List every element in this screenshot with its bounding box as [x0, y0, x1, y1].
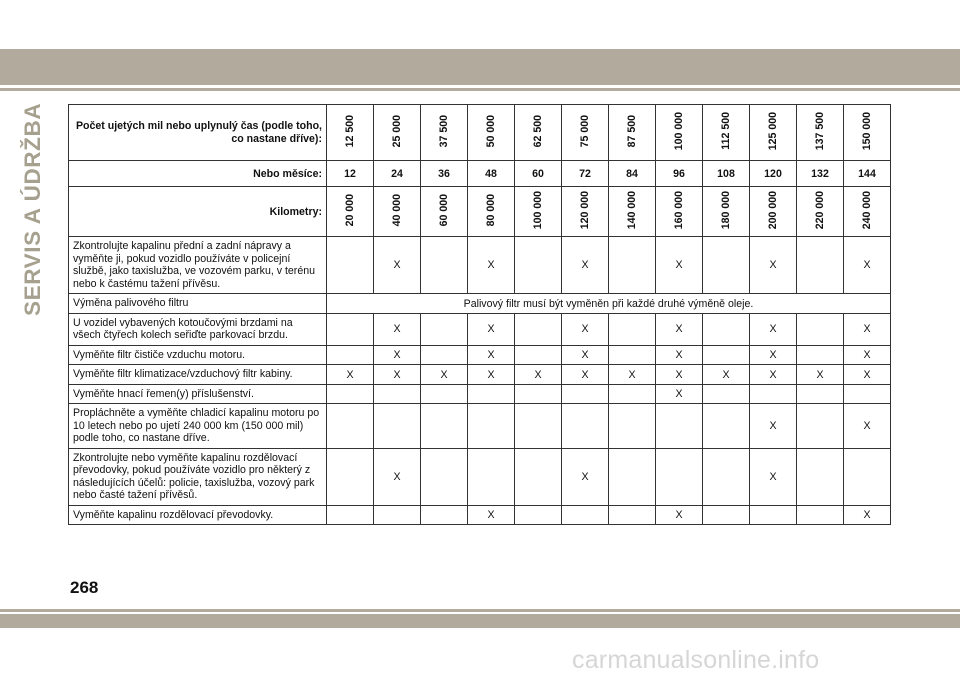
service-interval-mark	[515, 313, 562, 345]
service-interval-mark	[703, 505, 750, 525]
service-interval-mark	[468, 384, 515, 404]
service-interval-mark	[656, 404, 703, 449]
service-interval-mark	[703, 448, 750, 505]
service-interval-mark	[374, 384, 421, 404]
service-task-label: Vyměňte kapalinu rozdělovací převodovky.	[69, 505, 327, 525]
service-interval-mark: X	[468, 365, 515, 385]
service-interval-mark: X	[468, 345, 515, 365]
service-task-label: Vyměňte filtr klimatizace/vzduchový filtr kabiny.	[69, 365, 327, 385]
service-interval-mark	[750, 505, 797, 525]
km-header-cell	[327, 187, 374, 237]
service-interval-mark: X	[656, 365, 703, 385]
km-value: 120 000	[579, 191, 591, 230]
miles-header-cell	[797, 105, 844, 161]
service-interval-mark	[327, 345, 374, 365]
section-side-title: SERVIS A ÚDRŽBA	[20, 102, 45, 316]
service-interval-mark	[750, 384, 797, 404]
service-interval-mark	[327, 505, 374, 525]
service-interval-mark: X	[844, 313, 891, 345]
service-interval-mark	[421, 404, 468, 449]
km-value: 160 000	[673, 191, 685, 230]
miles-header-cell	[656, 105, 703, 161]
service-interval-mark: X	[844, 237, 891, 294]
service-interval-mark: X	[844, 505, 891, 525]
service-interval-mark: X	[562, 237, 609, 294]
miles-header-cell	[515, 105, 562, 161]
service-interval-mark	[609, 345, 656, 365]
service-interval-mark	[844, 448, 891, 505]
service-interval-mark	[609, 448, 656, 505]
service-interval-mark	[609, 384, 656, 404]
service-interval-mark: X	[703, 365, 750, 385]
miles-header-label: Počet ujetých mil nebo uplynulý čas (podle toho, co nastane dříve):	[69, 105, 327, 161]
service-interval-mark	[609, 404, 656, 449]
service-interval-mark: X	[374, 313, 421, 345]
service-interval-mark	[327, 404, 374, 449]
months-value: 96	[656, 161, 703, 187]
miles-value: 37 500	[438, 114, 450, 148]
km-header-label: Kilometry:	[69, 187, 327, 237]
service-row	[69, 404, 891, 449]
service-interval-mark: X	[844, 404, 891, 449]
service-interval-mark: X	[656, 384, 703, 404]
km-header-row	[69, 187, 891, 237]
service-row	[69, 365, 891, 385]
service-interval-mark	[468, 404, 515, 449]
service-interval-mark	[797, 404, 844, 449]
service-row	[69, 448, 891, 505]
service-interval-mark	[515, 448, 562, 505]
service-interval-mark	[797, 237, 844, 294]
miles-header-row	[69, 105, 891, 161]
service-interval-mark	[703, 384, 750, 404]
km-value: 180 000	[720, 191, 732, 230]
service-interval-mark: X	[468, 505, 515, 525]
service-interval-mark	[374, 505, 421, 525]
service-interval-mark	[515, 345, 562, 365]
months-value: 12	[327, 161, 374, 187]
service-row	[69, 294, 891, 314]
service-interval-mark	[515, 384, 562, 404]
km-header-cell	[656, 187, 703, 237]
service-interval-mark: X	[515, 365, 562, 385]
km-header-cell	[468, 187, 515, 237]
service-interval-mark	[421, 313, 468, 345]
service-task-label: Zkontrolujte kapalinu přední a zadní nápravy a vyměňte ji, pokud vozidlo používáte v policejní službě, jako taxislužba, ve vozovém parku, v terénu nebo k častému tažení přívěsu.	[69, 237, 327, 294]
months-value: 48	[468, 161, 515, 187]
km-value: 20 000	[344, 193, 356, 227]
page-number: 268	[70, 578, 99, 597]
km-header-cell	[750, 187, 797, 237]
service-interval-mark: X	[656, 345, 703, 365]
km-value: 140 000	[626, 191, 638, 230]
service-interval-mark	[421, 505, 468, 525]
service-interval-mark	[703, 313, 750, 345]
header-band	[0, 49, 960, 85]
km-header-cell	[844, 187, 891, 237]
service-interval-mark	[421, 237, 468, 294]
km-value: 220 000	[814, 191, 826, 230]
service-row	[69, 345, 891, 365]
service-interval-mark: X	[421, 365, 468, 385]
service-interval-mark: X	[656, 313, 703, 345]
service-interval-mark: X	[750, 313, 797, 345]
months-value: 60	[515, 161, 562, 187]
service-interval-mark: X	[327, 365, 374, 385]
service-interval-mark: X	[374, 345, 421, 365]
service-row	[69, 505, 891, 525]
service-interval-mark: X	[750, 237, 797, 294]
miles-value: 100 000	[673, 111, 685, 151]
service-interval-mark	[515, 404, 562, 449]
service-interval-mark: X	[562, 345, 609, 365]
miles-value: 150 000	[861, 111, 873, 151]
service-interval-mark	[421, 448, 468, 505]
miles-header-cell	[562, 105, 609, 161]
maintenance-schedule-table	[68, 104, 891, 525]
service-interval-mark: X	[609, 365, 656, 385]
service-interval-mark: X	[844, 345, 891, 365]
service-interval-mark: X	[374, 448, 421, 505]
service-interval-mark	[703, 404, 750, 449]
months-value: 132	[797, 161, 844, 187]
service-interval-mark	[609, 505, 656, 525]
service-interval-mark	[844, 384, 891, 404]
service-interval-mark: X	[468, 237, 515, 294]
service-interval-mark	[609, 313, 656, 345]
miles-header-cell	[844, 105, 891, 161]
service-interval-mark	[562, 505, 609, 525]
service-interval-mark	[515, 505, 562, 525]
km-header-cell	[515, 187, 562, 237]
service-interval-mark: X	[750, 404, 797, 449]
service-interval-mark	[797, 384, 844, 404]
months-header-row	[69, 161, 891, 187]
service-row	[69, 313, 891, 345]
service-interval-mark	[797, 448, 844, 505]
miles-value: 112 500	[720, 112, 732, 150]
service-task-label: U vozidel vybavených kotoučovými brzdami na všech čtyřech kolech seřiďte parkovací brzdu.	[69, 313, 327, 345]
service-interval-mark	[797, 313, 844, 345]
service-interval-mark	[562, 384, 609, 404]
service-interval-mark: X	[374, 365, 421, 385]
service-interval-mark	[468, 448, 515, 505]
service-task-label: Zkontrolujte nebo vyměňte kapalinu rozdělovací převodovky, pokud používáte vozidlo pro některý z následujících účelů: policie, taxislužba, vozový park nebo časté tažení přívěsů.	[69, 448, 327, 505]
miles-header-cell	[703, 105, 750, 161]
km-header-cell	[703, 187, 750, 237]
service-note: Palivový filtr musí být vyměněn při každé druhé výměně oleje.	[327, 294, 891, 314]
months-value: 72	[562, 161, 609, 187]
miles-value: 50 000	[485, 114, 497, 148]
months-value: 108	[703, 161, 750, 187]
service-interval-mark	[609, 237, 656, 294]
months-value: 144	[844, 161, 891, 187]
km-value: 100 000	[532, 191, 544, 230]
service-interval-mark	[703, 345, 750, 365]
miles-value: 87 500	[626, 114, 638, 148]
km-header-cell	[797, 187, 844, 237]
miles-header-cell	[327, 105, 374, 161]
service-interval-mark	[797, 505, 844, 525]
months-value: 84	[609, 161, 656, 187]
service-interval-mark: X	[750, 365, 797, 385]
miles-header-cell	[750, 105, 797, 161]
service-interval-mark	[562, 404, 609, 449]
service-interval-mark: X	[844, 365, 891, 385]
service-interval-mark: X	[750, 345, 797, 365]
watermark: carmanualsonline.info	[572, 646, 820, 674]
miles-value: 125 000	[767, 111, 779, 151]
service-interval-mark: X	[468, 313, 515, 345]
service-interval-mark	[374, 404, 421, 449]
service-interval-mark: X	[562, 313, 609, 345]
service-interval-mark	[327, 313, 374, 345]
miles-value: 137 500	[814, 111, 826, 151]
service-interval-mark: X	[656, 237, 703, 294]
service-interval-mark	[421, 345, 468, 365]
miles-header-cell	[609, 105, 656, 161]
service-interval-mark: X	[797, 365, 844, 385]
service-interval-mark	[421, 384, 468, 404]
service-task-label: Vyměňte filtr čističe vzduchu motoru.	[69, 345, 327, 365]
service-interval-mark	[327, 448, 374, 505]
km-value: 200 000	[767, 191, 779, 230]
service-interval-mark	[515, 237, 562, 294]
miles-header-cell	[468, 105, 515, 161]
service-interval-mark	[703, 237, 750, 294]
service-row	[69, 237, 891, 294]
km-value: 40 000	[391, 193, 403, 227]
service-interval-mark: X	[562, 365, 609, 385]
months-value: 24	[374, 161, 421, 187]
km-header-cell	[374, 187, 421, 237]
km-header-cell	[562, 187, 609, 237]
service-interval-mark: X	[374, 237, 421, 294]
service-row	[69, 384, 891, 404]
service-interval-mark	[797, 345, 844, 365]
km-value: 240 000	[861, 191, 873, 230]
miles-value: 62 500	[532, 114, 544, 148]
months-header-label: Nebo měsíce:	[69, 161, 327, 187]
miles-value: 25 000	[391, 114, 403, 148]
service-task-label: Výměna palivového filtru	[69, 294, 327, 314]
km-header-cell	[421, 187, 468, 237]
footer-rule	[0, 609, 960, 612]
service-interval-mark: X	[656, 505, 703, 525]
miles-header-cell	[374, 105, 421, 161]
months-value: 120	[750, 161, 797, 187]
km-value: 60 000	[438, 193, 450, 227]
months-value: 36	[421, 161, 468, 187]
service-interval-mark: X	[750, 448, 797, 505]
km-value: 80 000	[485, 193, 497, 227]
service-task-label: Propláchněte a vyměňte chladicí kapalinu motoru po 10 letech nebo po ujetí 240 000 km (150 000 mil) podle toho, co nastane dříve.	[69, 404, 327, 449]
header-rule	[0, 88, 960, 91]
miles-value: 12 500	[344, 114, 356, 148]
service-interval-mark	[327, 237, 374, 294]
footer-band	[0, 614, 960, 628]
km-header-cell	[609, 187, 656, 237]
service-interval-mark	[656, 448, 703, 505]
service-task-label: Vyměňte hnací řemen(y) příslušenství.	[69, 384, 327, 404]
service-interval-mark	[327, 384, 374, 404]
miles-value: 75 000	[579, 114, 591, 148]
service-interval-mark: X	[562, 448, 609, 505]
miles-header-cell	[421, 105, 468, 161]
